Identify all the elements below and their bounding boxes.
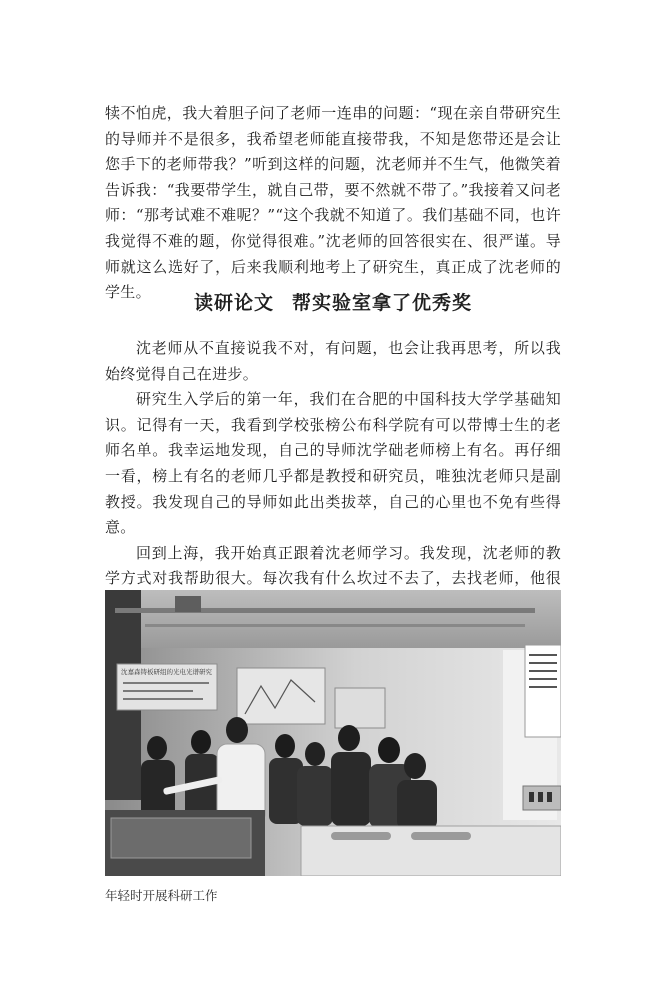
switch <box>529 792 534 802</box>
ceiling-pipe-2 <box>145 624 525 627</box>
bench-handle <box>331 832 391 840</box>
body-paragraph-1: 沈老师从不直接说我不对，有问题，也会让我再思考，所以我始终觉得自己在进步。 <box>105 339 561 383</box>
switch <box>538 792 543 802</box>
top-text-block <box>105 101 561 306</box>
photo-caption: 年轻时开展科研工作 <box>105 888 218 903</box>
wall-poster-3 <box>335 688 385 728</box>
body-paragraph-2: 研究生入学后的第一年，我们在合肥的中国科技大学学基础知识。记得有一天，我看到学校张榜公布科学院有可以带博士生的老师名单。我幸运地发现，自己的导师沈学础老师榜上有名。再仔细一看，榜上有名的老师几乎都是教授和研究员，唯独沈老师只是副教授。我发现自己的导师如此出类拔萃，自己的心里也不免有些得意。 <box>105 390 561 537</box>
wall-chart-line <box>529 662 557 664</box>
wall-chart <box>525 645 561 737</box>
poster-line <box>123 698 203 700</box>
body-paragraph-3: 回到上海，我开始真正跟着沈老师学习。我发现，沈老师的教学方式对我帮助很大。每次我有什么坎过不去了，去找老师，他很 <box>105 543 561 588</box>
poster-line <box>123 682 209 684</box>
wall-chart-line <box>529 670 557 672</box>
section-heading-part1: 读研论文 <box>193 292 274 314</box>
poster-line <box>123 690 193 692</box>
lab-photo-drawing <box>105 590 561 876</box>
wall-chart-line <box>529 686 557 688</box>
wall-poster-2 <box>237 668 325 724</box>
lab-photo <box>105 590 561 876</box>
top-paragraph: 犊不怕虎，我大着胆子问了老师一连串的问题：“现在亲自带研究生的导师并不是很多，我希望老师能直接带我，不知是您带还是会让您手下的老师带我？”听到这样的问题，沈老师并不生气，他微笑着告诉我：“我要带学生，就自己带，要不然就不带了。”我接着又问老师：“那考试难不难呢？”“这个我就不知道了。我们基础不同，也许我觉得不难的题，你觉得很难。”沈老师的回答很实在、很严谨。导师就这么选好了，后来我顺利地考上了研究生，真正成了沈老师的学生。 <box>105 104 561 302</box>
section-heading-part2: 帮实验室拿了优秀奖 <box>292 292 473 314</box>
bench-handle-2 <box>411 832 471 840</box>
switch <box>547 792 552 802</box>
ceiling-lamp <box>175 596 201 612</box>
wall-poster-title: 沈嘉森铸板研组的光电光谱研究 <box>121 668 212 676</box>
wall-chart-line <box>529 654 557 656</box>
ceiling <box>105 590 561 648</box>
wall-chart-line <box>529 678 557 680</box>
equipment-box <box>111 818 251 858</box>
section-heading <box>105 288 561 315</box>
